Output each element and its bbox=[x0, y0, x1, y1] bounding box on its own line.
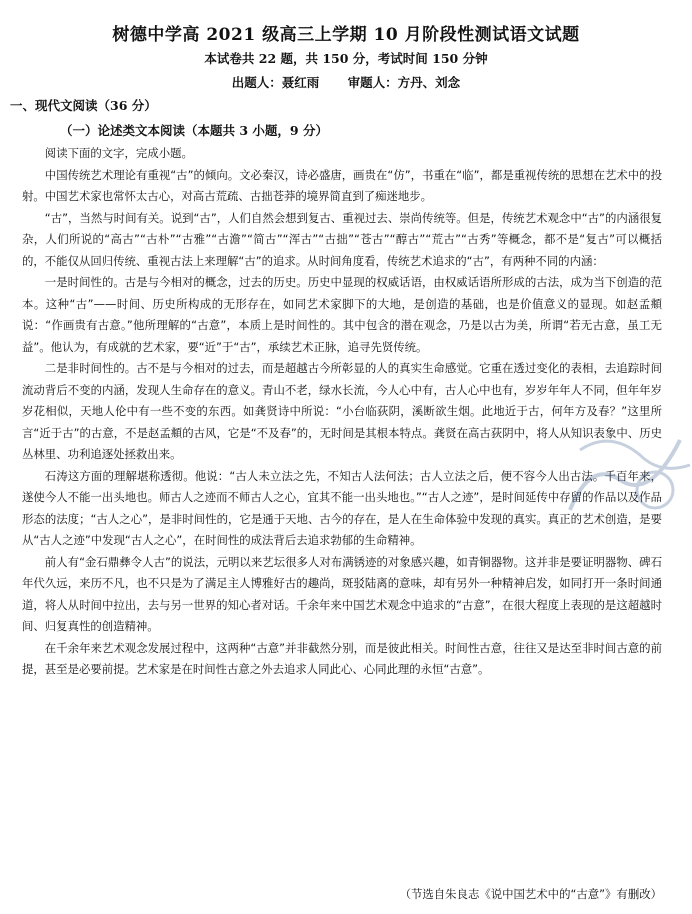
author: 出题人：聂红雨 bbox=[231, 75, 320, 90]
reviewer: 审题人：方丹、刘念 bbox=[347, 75, 461, 90]
exam-info: 本试卷共 22 题，共 150 分，考试时间 150 分钟 bbox=[204, 51, 488, 66]
subsection-heading: （一）论述类文本阅读（本题共 3 小题，9 分） bbox=[60, 123, 328, 138]
source-citation: （节选自朱良志《说中国艺术中的“古意”》有删改） bbox=[399, 887, 662, 901]
paragraph-4: 二是非时间性的。古不是与今相对的过去，而是超越古今所彰显的人的真实生命感觉。它重在透过变化的表相，去追踪时间流动背后不变的内涵，发现人生命存在的意义。青山不老，绿水长流，今人心中有，古人心中也有，岁岁年年人不同，但年年岁岁花相似，天地人伦中有一些不变的东西。如龚贤诗中所说：“小台临荻阴，溪断欲生烟。此地近于古，何年方及春？”这里所言“近于古”的古意，不是赵孟頫的古风，它是“不及春”的，无时间是其根本特点。龚贤在高古荻阴中，将人从知识表象中、历史丛林里、功利追逐处拯救出来。 bbox=[22, 361, 662, 461]
paragraph-6: 前人有“金石鼎彝令人古”的说法，元明以来艺坛很多人对布满锈迹的对象感兴趣，如青铜器物。这并非是要证明器物、碑石年代久远，来历不凡，也不只是为了满足主人博雅好古的趣尚，斑驳陆离的意味，却有另外一种精神启发，如同打开一条时间通道，将人从时间中拉出，去与另一世界的知心者对话。千余年来中国艺术观念中追求的“古意”，在很大程度上表现的是这超越时间、归复真性的创造精神。 bbox=[22, 554, 662, 633]
exam-title: 树德中学高 2021 级高三上学期 10 月阶段性测试语文试题 bbox=[112, 25, 580, 45]
paragraph-2: “古”，当然与时间有关。说到“古”，人们自然会想到复古、重视过去、崇尚传统等。但是，传统艺术观念中“古”的内涵很复杂，人们所说的“高古”“古朴”“古雅”“古澹”“简古”“浑古”“古拙”“苍古”“醇古”“荒古”“古秀”等概念，都不是“复古”可以概括的，不能仅从回归传统、重视古法上来理解“古”的追求。从时间角度看，传统艺术追求的“古”，有两种不同的内涵： bbox=[22, 210, 662, 268]
reading-passage bbox=[22, 143, 662, 681]
paragraph-5: 石涛这方面的理解堪称透彻。他说：“古人未立法之先，不知古人法何法；古人立法之后，便不容今人出古法。千百年来，遂使今人不能一出头地也。师古人之迹而不师古人之心，宜其不能一出头地也。”“古人之迹”，是时间延传中存留的作品以及作品形态的法度；“古人之心”，是非时间性的，它是通于天地、古今的存在，是人在生命体验中发现的真实。真正的艺术创造，是要从“古人之迹”中发现“古人之心”，在时间性的成法背后去追求勃郁的生命精神。 bbox=[22, 468, 662, 547]
paragraph-3: 一是时间性的。古是与今相对的概念，过去的历史。历史中显现的权威话语，由权威话语所形成的古法，成为当下创造的范本。这种“古”——时间、历史所构成的无形存在，如同艺术家脚下的大地，是创造的基础，也是价值意义的显现。如赵孟頫说：“作画贵有古意。”他所理解的“古意”，本质上是时间性的。其中包含的潜在观念，乃是以古为美，所谓“若无古意，虽工无益”。他认为，有成就的艺术家，要“近”于“古”，承续艺术正脉，追寻先贤传统。 bbox=[22, 275, 662, 354]
instruction: 阅读下面的文字，完成小题。 bbox=[44, 146, 193, 160]
section-heading: 一、现代文阅读（36 分） bbox=[10, 98, 157, 113]
exam-credits bbox=[0, 73, 692, 91]
paragraph-1: 中国传统艺术理论有重视“古”的倾向。文必秦汉，诗必盛唐，画贵在“仿”，书重在“临”，都是重视传统的思想在艺术中的投射。中国艺术家也常怀太古心，对高古荒疏、古拙苍莽的境界简直到了痴迷地步。 bbox=[22, 167, 662, 203]
paragraph-7: 在千余年来艺术观念发展过程中，这两种“古意”并非截然分别，而是彼此相关。时间性古意，往往又是达至非时间古意的前提，甚至是必要前提。艺术家是在时间性古意之外去追求人同此心、心同此理的永恒“古意”。 bbox=[22, 640, 662, 676]
